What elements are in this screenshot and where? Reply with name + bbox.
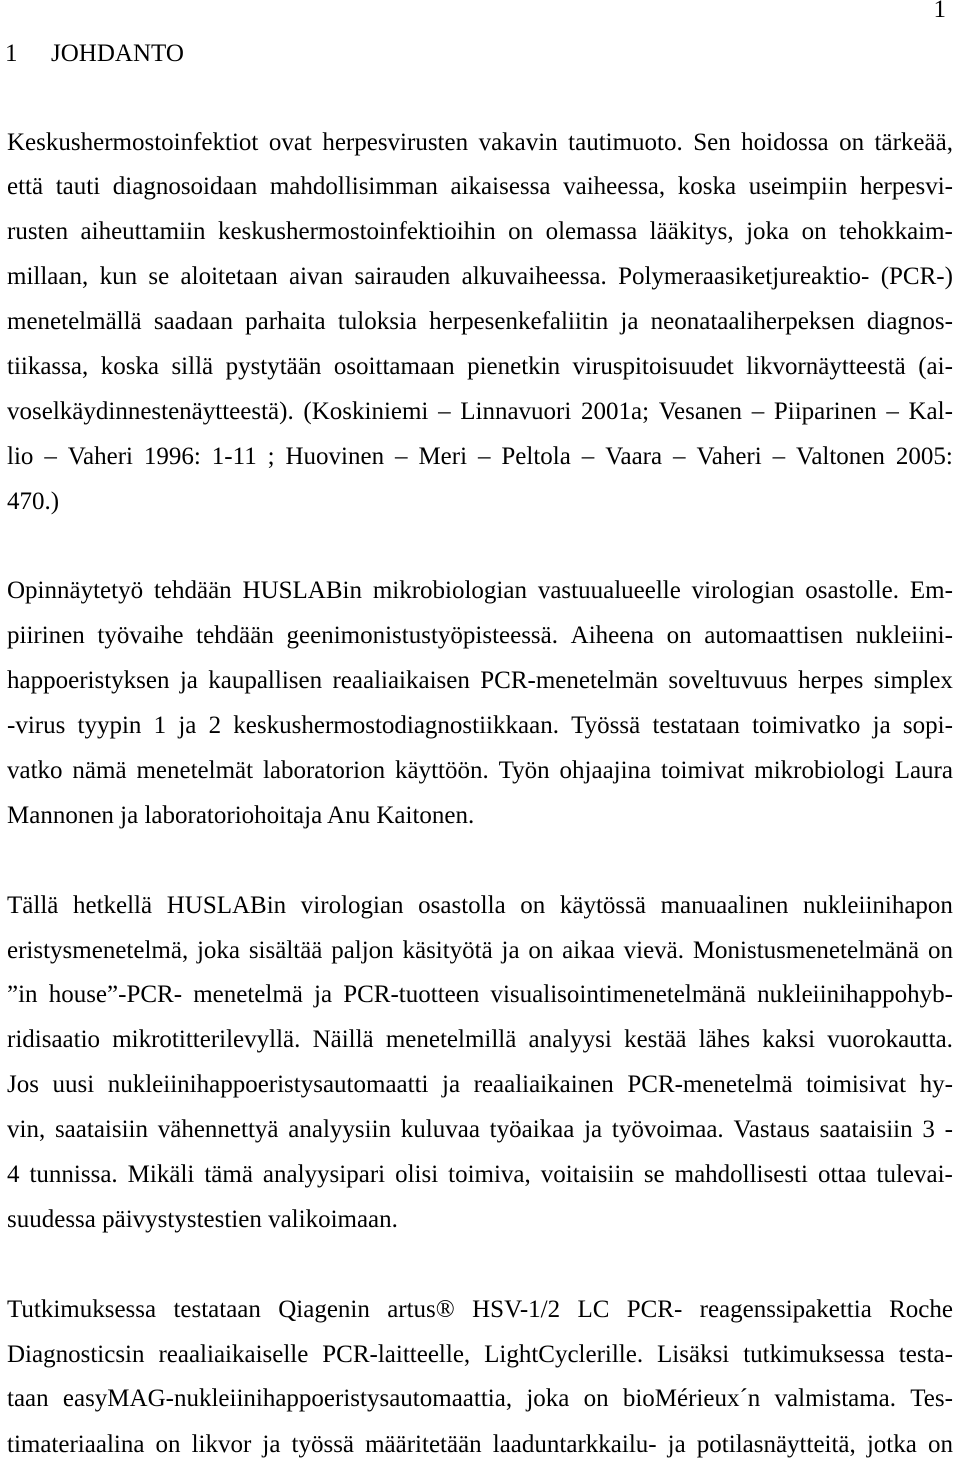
word: – [751, 397, 765, 425]
word: visualisointimenetelmänä [490, 981, 746, 1009]
paragraph-line [7, 569, 953, 614]
word: keskushermostoinfektioihin [217, 218, 496, 246]
word: artus® [387, 1295, 455, 1323]
word: Näillä [312, 1026, 374, 1054]
word: laboratorion [262, 757, 386, 785]
word: PCR-menetelmän [480, 667, 658, 695]
word: sisältää [248, 936, 323, 964]
word: ja [314, 981, 333, 1009]
word: Meri [418, 442, 468, 470]
word: voselkäydinnestenäytteestä). [7, 397, 294, 425]
word: diagnos- [866, 308, 953, 336]
word: ohjaajina [559, 757, 652, 785]
word: aivan [289, 263, 344, 291]
word: -virus [7, 712, 66, 740]
paragraph-line [7, 749, 953, 794]
paragraph-line [7, 1153, 953, 1198]
word: diagnosoidaan [112, 173, 258, 201]
word: käytössä [559, 891, 646, 919]
word: on [801, 218, 827, 246]
word: saataisiin [819, 1116, 913, 1144]
paragraph-line [7, 929, 953, 974]
word: tämä [204, 1161, 253, 1189]
word: Vaheri [696, 442, 762, 470]
word: joka [196, 936, 241, 964]
word: on [927, 936, 953, 964]
word: Valtonen [796, 442, 885, 470]
paragraph-line [7, 121, 953, 166]
word: ja [620, 308, 639, 336]
word: Vaara [605, 442, 663, 470]
word: – [44, 442, 57, 470]
word: – [477, 442, 491, 470]
word: virologian [300, 891, 404, 919]
paragraph-line [7, 300, 953, 345]
word: – [395, 442, 408, 470]
paragraph-line [7, 1288, 953, 1333]
word: vievä. [623, 936, 685, 964]
word: on [839, 128, 865, 156]
body-text [7, 121, 953, 1459]
word: ridisaatio [7, 1026, 101, 1054]
paragraph-line [7, 255, 953, 300]
word: happoeristyksen [7, 667, 170, 695]
word: aiheuttamiin [80, 218, 206, 246]
word: tehdään [153, 577, 232, 605]
word: millaan, [7, 263, 89, 291]
word: easyMAG-nukleiinihappoeristysautomaattia, [62, 1385, 513, 1413]
section-number: 1 [5, 39, 18, 67]
paragraph-line: Mannonen ja laboratoriohoitaja Anu Kaitonen. [7, 801, 475, 829]
word: toimivat [661, 757, 745, 785]
paragraph-line [7, 973, 953, 1018]
paragraph-line [7, 210, 953, 255]
word: Keskushermostoinfektiot [7, 128, 259, 156]
word: (PCR-) [880, 263, 953, 291]
word: HSV-1/2 [472, 1295, 561, 1323]
word: Mikäli [127, 1161, 195, 1189]
word: Diagnosticsin [7, 1340, 145, 1368]
paragraph-line [7, 435, 953, 480]
word: menetelmä [193, 981, 303, 1009]
word: analyysiin [288, 1116, 392, 1144]
word: tunnissa. [29, 1161, 118, 1189]
word: Linnavuori [460, 397, 572, 425]
word: Huovinen [285, 442, 385, 470]
word: rusten [7, 218, 69, 246]
word: paljon [331, 936, 394, 964]
word: Tes- [910, 1385, 953, 1413]
word: PCR-tuotteen [343, 981, 480, 1009]
word: nukleiinihappohyb- [757, 981, 953, 1009]
word: nukleiini- [855, 622, 953, 650]
paragraph-line [7, 1018, 953, 1063]
word: laaduntarkkailu- [492, 1430, 657, 1458]
word: jotka [866, 1430, 917, 1458]
word: Monistusmenetelmänä [692, 936, 920, 964]
word: menetelmällä [7, 308, 142, 336]
word: analyysipari [262, 1161, 386, 1189]
word: Tällä [7, 891, 59, 919]
word: menetelmät [136, 757, 254, 785]
word: työvoimaa. [611, 1116, 724, 1144]
word: saadaan [153, 308, 233, 336]
word: Vesanen [658, 397, 743, 425]
word: 2 [208, 712, 222, 740]
word: virologian [691, 577, 795, 605]
word: työaikaa [489, 1116, 575, 1144]
word: olemassa [545, 218, 638, 246]
paragraph-line [7, 614, 953, 659]
word: työvaihe [97, 622, 184, 650]
word: bioMérieux´n [622, 1385, 761, 1413]
word: ja [584, 1116, 603, 1144]
word: osastolle. [805, 577, 900, 605]
word: mikrotitterilevyllä. [112, 1026, 301, 1054]
word: Vastaus [733, 1116, 810, 1144]
word: on [927, 1430, 953, 1458]
word: herpesvirusten [322, 128, 469, 156]
word: tyypin [77, 712, 142, 740]
word: aikaa [562, 936, 615, 964]
word: reaaliaikaiselle [158, 1340, 309, 1368]
word: ottaa [817, 1161, 867, 1189]
word: koska [100, 353, 160, 380]
word: keskushermostodiagnostiikkaan. [233, 712, 559, 740]
word: sillä [171, 353, 214, 380]
word: hy- [919, 1071, 953, 1099]
word: ovat [268, 128, 312, 156]
word: – [581, 442, 595, 470]
word: Em- [909, 577, 953, 605]
word: viruspitoisuudet [572, 353, 734, 380]
word: kaksi [762, 1026, 816, 1054]
word: ; [267, 442, 275, 470]
word: määritetään [365, 1430, 482, 1458]
word: timateriaalina [7, 1430, 145, 1458]
word: piirinen [7, 622, 85, 650]
word: automaattisen [704, 622, 844, 650]
paragraph [7, 884, 953, 1243]
word: käyttöön. [395, 757, 489, 785]
word: PCR-menetelmä [627, 1071, 793, 1099]
word: geenimonistustyöpisteessä. [286, 622, 559, 650]
word: joka [526, 1385, 570, 1413]
word: 1-11 [211, 442, 257, 470]
word: hoidossa [741, 128, 829, 156]
paragraph-line [7, 390, 953, 435]
word: tehokkaim- [839, 218, 953, 246]
word: vakavin [478, 128, 558, 156]
word: koska [677, 173, 737, 201]
word: (Koskiniemi [303, 397, 429, 425]
word: tutkimuksessa [743, 1340, 885, 1368]
word: saataisiin [54, 1116, 148, 1144]
word: kuluvaa [400, 1116, 480, 1144]
paragraph-line [7, 165, 953, 210]
word: on [508, 218, 534, 246]
word: simplex [873, 667, 953, 695]
word: reaaliaikaisen [332, 667, 470, 695]
word: lääkitys, [649, 218, 734, 246]
word: se [643, 1161, 665, 1189]
word: Tutkimuksessa [7, 1295, 157, 1323]
word: – [673, 442, 686, 470]
section-heading [5, 32, 405, 77]
page-number: 1 [933, 0, 946, 23]
word: Sen [693, 128, 731, 156]
word: tuloksia [337, 308, 417, 336]
word: valmistama. [774, 1385, 897, 1413]
word: alkuvaiheessa. [461, 263, 607, 291]
word: nukleiinihappoeristysautomaatti [107, 1071, 429, 1099]
word: uusi [52, 1071, 95, 1099]
word: – [772, 442, 786, 470]
word: käsityötä [402, 936, 493, 964]
paragraph-line [7, 1377, 953, 1422]
word: testa- [898, 1340, 953, 1368]
word: sairauden [354, 263, 451, 291]
word: analyysi [528, 1026, 612, 1054]
paragraph-line [7, 1063, 953, 1108]
word: mahdollisesti [674, 1161, 808, 1189]
word: on [583, 1385, 609, 1413]
word: Polymeraasiketjureaktio- [618, 263, 870, 291]
word: neonataaliherpeksen [650, 308, 855, 336]
word: olisi [395, 1161, 439, 1189]
word: pienetkin [467, 353, 561, 380]
paragraph-line [7, 659, 953, 704]
word: 4 [7, 1161, 20, 1189]
word: vin, [7, 1116, 46, 1144]
word: vuorokautta. [827, 1026, 953, 1054]
word: se [148, 263, 170, 291]
word: testataan [173, 1295, 261, 1323]
word: joka [746, 218, 790, 246]
word: HUSLABin [242, 577, 362, 605]
word: on [666, 622, 692, 650]
word: vaiheessa, [563, 173, 666, 201]
word: nukleiinihapon [802, 891, 953, 919]
paragraph-line [7, 345, 953, 390]
paragraph-line: 470.) [7, 487, 60, 515]
word: PCR-laitteelle, [322, 1340, 471, 1368]
word: house”-PCR- [48, 981, 183, 1009]
word: työssä [291, 1430, 355, 1458]
word: Piiparinen [773, 397, 877, 425]
word: potilasnäytteitä, [696, 1430, 856, 1458]
word: ja [667, 1430, 686, 1458]
word: on [528, 936, 554, 964]
word: on [155, 1430, 181, 1458]
word: (ai- [918, 353, 953, 380]
word: vastuualueelle [537, 577, 681, 605]
word: tauti [55, 173, 101, 201]
word: 2001a; [581, 397, 650, 425]
word: reaaliaikainen [473, 1071, 614, 1099]
word: mikrobiologian [372, 577, 527, 605]
word: 2005: [895, 442, 953, 470]
word: Kal- [908, 397, 953, 425]
word: Työssä [571, 712, 641, 740]
word: herpesvi- [859, 173, 953, 201]
word: pystytään [225, 353, 322, 380]
word: Laura [894, 757, 953, 785]
word: mikrobiologi [754, 757, 885, 785]
word: ja [501, 936, 520, 964]
word: vatko [7, 757, 63, 785]
word: herpes [798, 667, 864, 695]
word: kestää [624, 1026, 687, 1054]
word: herpesenkefaliitin [429, 308, 609, 336]
word: testataan [652, 712, 740, 740]
word: menetelmillä [385, 1026, 517, 1054]
word: ja [872, 712, 891, 740]
word: Roche [889, 1295, 953, 1323]
word: Työn [498, 757, 550, 785]
word: 3 [922, 1116, 935, 1144]
word: nämä [72, 757, 127, 785]
word: Lisäksi [657, 1340, 730, 1368]
paragraph [7, 121, 953, 525]
word: Jos [7, 1071, 39, 1099]
word: manuaalinen [660, 891, 789, 919]
word: että [7, 173, 44, 201]
word: tehdään [196, 622, 274, 650]
paragraph [7, 569, 953, 838]
word: – [438, 397, 451, 425]
word: tiikassa, [7, 353, 89, 380]
word: osoittamaan [333, 353, 455, 380]
word: kaupallisen [208, 667, 323, 695]
paragraph-line [7, 1108, 953, 1153]
word: toimivatko [752, 712, 861, 740]
word: taan [7, 1385, 49, 1413]
word: aikaisessa [450, 173, 551, 201]
word: PCR- [626, 1295, 683, 1323]
word: osastolla [418, 891, 506, 919]
word: HUSLABin [166, 891, 287, 919]
word: vähennettyä [157, 1116, 279, 1144]
word: 1996: [143, 442, 201, 470]
word: Qiagenin [278, 1295, 370, 1323]
word: mahdollisimman [269, 173, 438, 201]
word: Vaheri [67, 442, 133, 470]
word: likvor [191, 1430, 252, 1458]
word: on [520, 891, 546, 919]
word: 1 [153, 712, 167, 740]
word: tärkeää, [874, 128, 953, 156]
paragraph-line [7, 1431, 953, 1459]
paragraph [7, 1288, 953, 1459]
word: ja [442, 1071, 461, 1099]
word: reagenssipakettia [699, 1295, 872, 1323]
section-title: JOHDANTO [51, 39, 184, 67]
word: toimiva, [448, 1161, 531, 1189]
word: soveltuvuus [668, 667, 788, 695]
word: LightCyclerille. [484, 1340, 644, 1368]
word: - [944, 1116, 953, 1144]
word: likvornäytteestä [746, 353, 906, 380]
word: eristysmenetelmä, [7, 936, 189, 964]
word: parhaita [245, 308, 326, 336]
paragraph-line [7, 704, 953, 749]
word: sopi- [902, 712, 953, 740]
word: hetkellä [72, 891, 153, 919]
paragraph-line [7, 1333, 953, 1378]
word: Peltola [501, 442, 571, 470]
word: Aiheena [570, 622, 654, 650]
word: ja [179, 667, 198, 695]
word: lähes [698, 1026, 751, 1054]
paragraph-line [7, 884, 953, 929]
paragraph-line: suudessa päivystystestien valikoimaan. [7, 1205, 398, 1233]
word: tulevai- [876, 1161, 953, 1189]
word: aloitetaan [180, 263, 278, 291]
word: LC [577, 1295, 610, 1323]
word: kun [99, 263, 138, 291]
word: tautimuoto. [568, 128, 683, 156]
word: useimpiin [748, 173, 848, 201]
word: ja [262, 1430, 281, 1458]
word: toimisivat [806, 1071, 907, 1099]
word: lio [7, 442, 34, 470]
word: ”in [7, 981, 38, 1009]
word: voitaisiin [540, 1161, 634, 1189]
word: Opinnäytetyö [7, 577, 144, 605]
word: – [886, 397, 899, 425]
word: ja [178, 712, 197, 740]
